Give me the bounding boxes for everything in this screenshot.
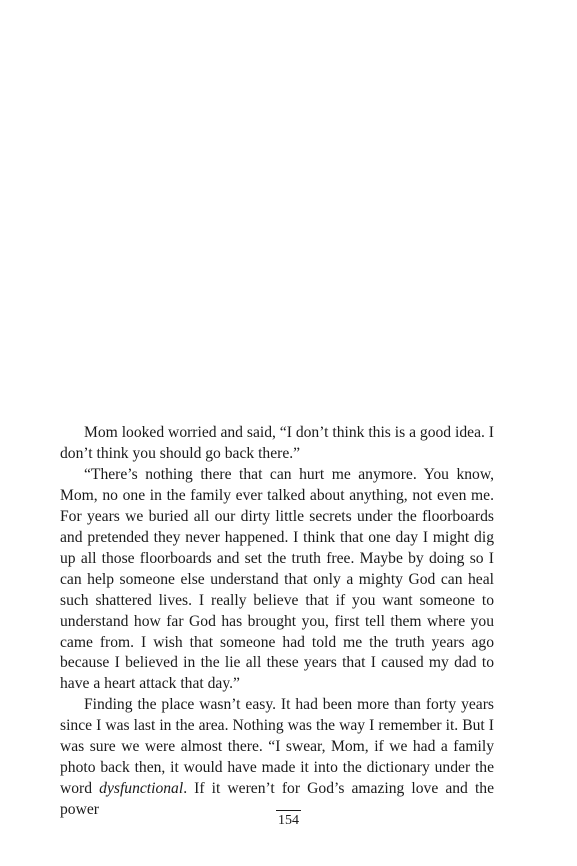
italic-word: dysfunctional [99, 780, 184, 798]
page-number-footer [0, 810, 577, 830]
paragraph-text: Finding the place wasn’t easy. It had been more than forty years since I was last in the area. Nothing was the way I remember it. But I was sure we were almost there. “I swear, Mom, if we had a family photo back then, it would have made it into the dictionary under the word [60, 696, 494, 798]
paragraph: “There’s nothing there that can hurt me anymore. You know, Mom, no one in the family ever talked about anything, not even me. For years we buried all our dirty little secrets under the floorboards and pretended they never happened. I think that one day I might dig up all those floorboards and set the truth free. Maybe by doing so I can help someone else understand that only a mighty God can heal such shattered lives. I really believe that if you want someone to understand how far God has brought you, first tell them where you came from. I wish that someone had told me the truth years ago because I believed in the lie all these years that I caused my dad to have a heart attack that day.” [60, 465, 494, 693]
paragraph-text: . If it weren’t for God’s amazing love and the power [60, 780, 495, 819]
paragraph [60, 695, 494, 821]
page-number: 154 [276, 810, 301, 830]
body-text [60, 423, 494, 821]
paragraph: Mom looked worried and said, “I don’t think this is a good idea. I don’t think you should go back there.” [60, 424, 494, 462]
